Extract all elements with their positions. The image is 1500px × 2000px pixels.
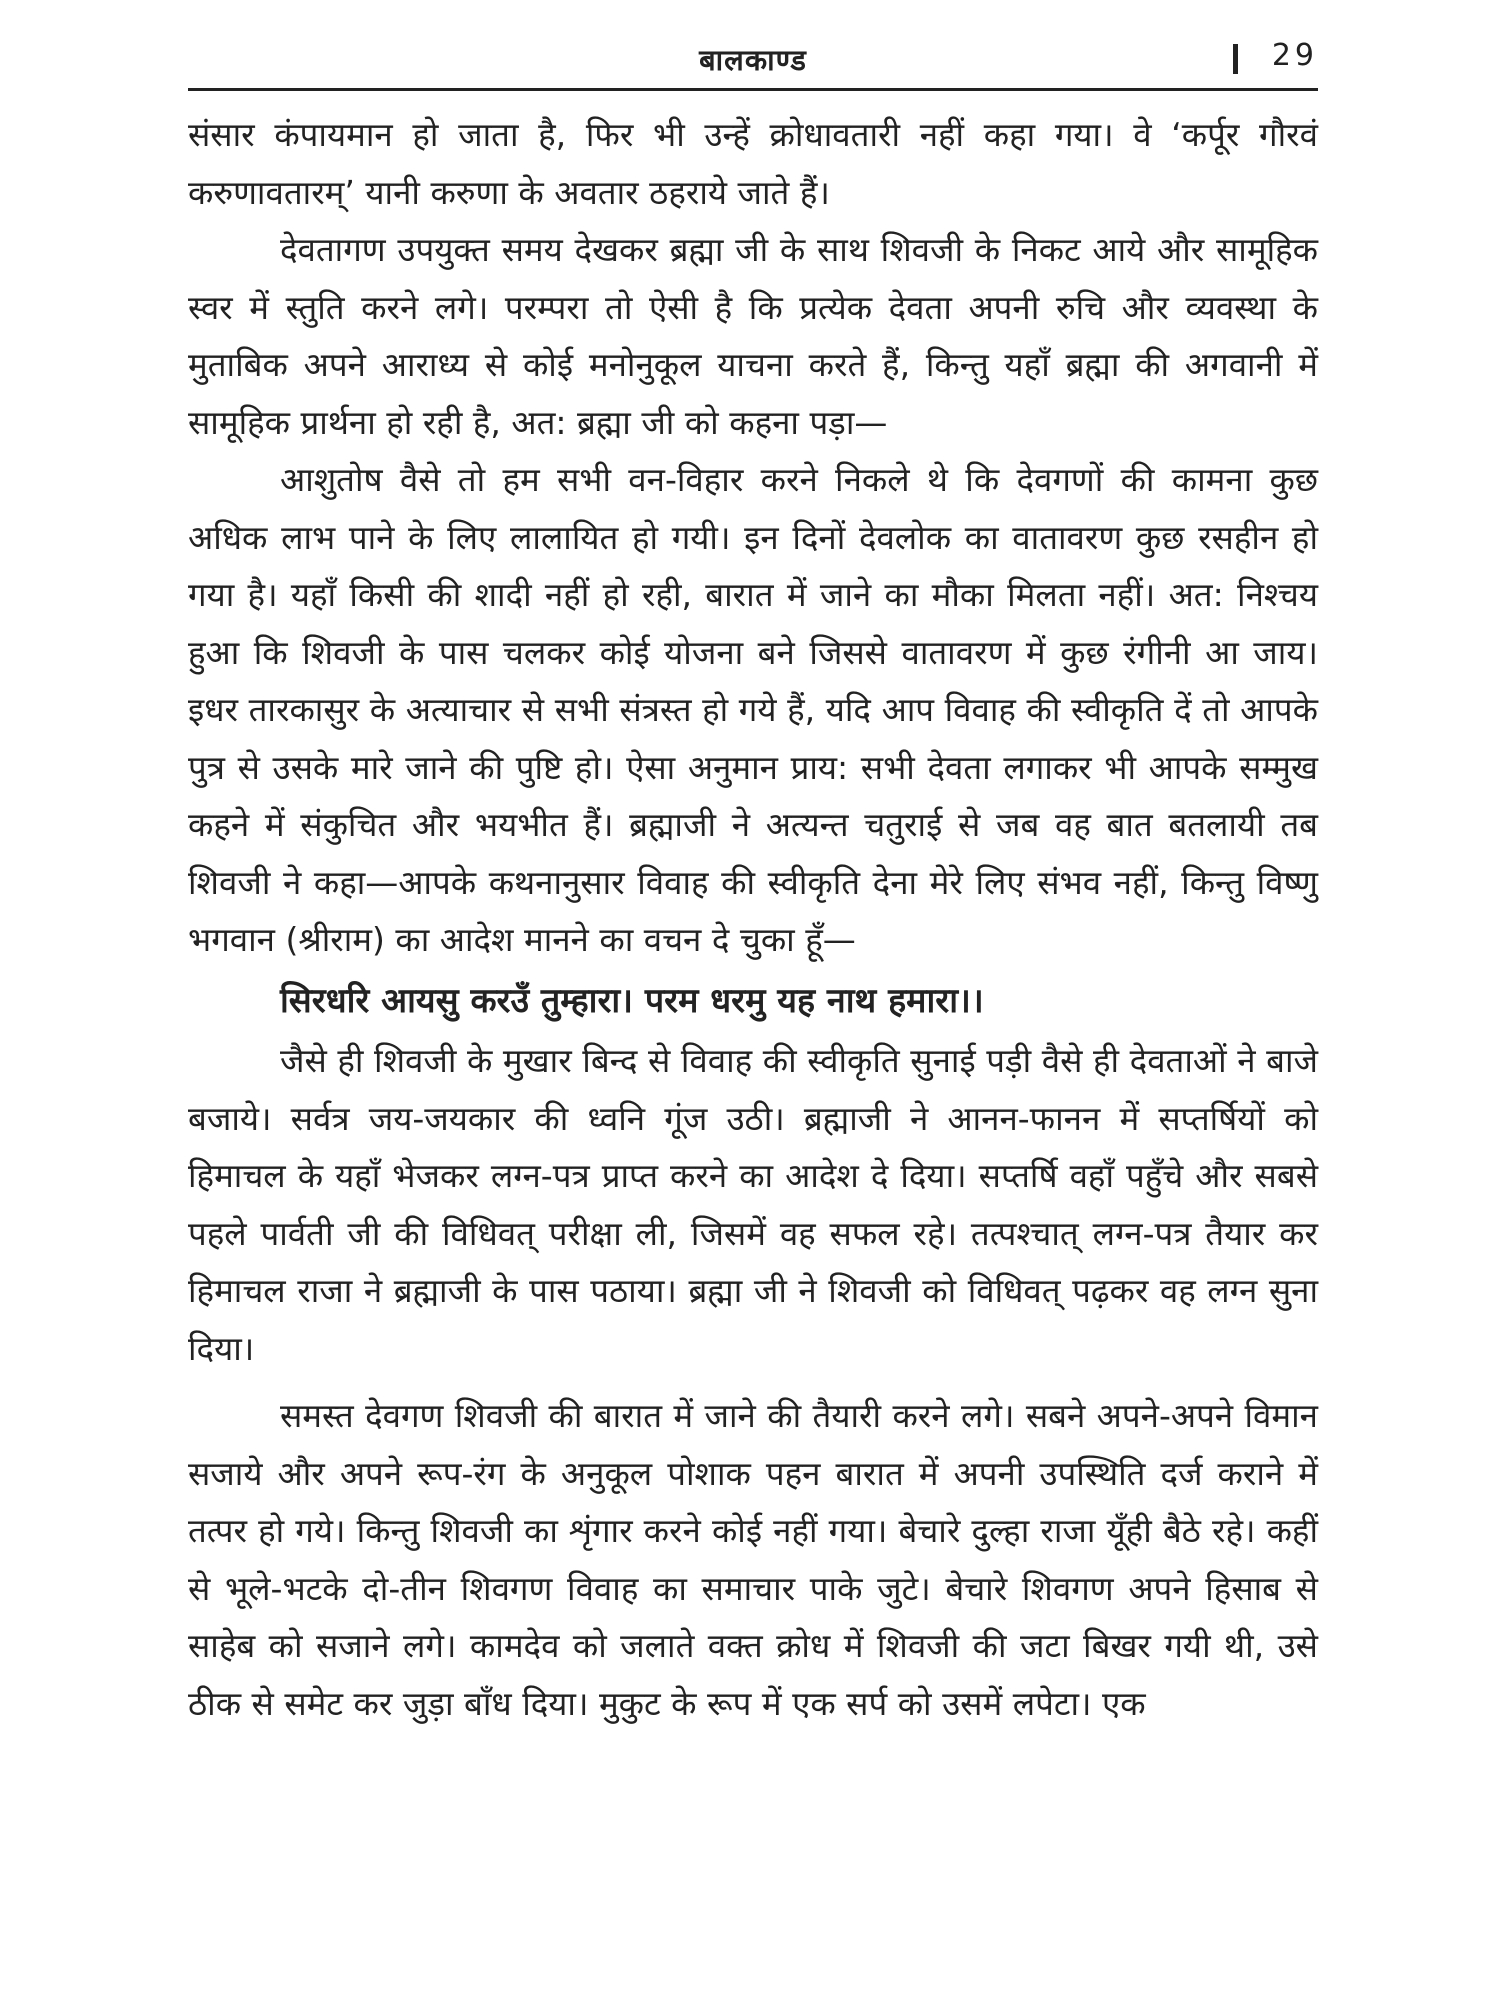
header-rule	[188, 88, 1318, 91]
paragraph: समस्त देवगण शिवजी की बारात में जाने की तैयारी करने लगे। सबने अपने-अपने विमान सजाये और अपने रूप-रंग के अनुकूल पोशाक पहन बारात में अपनी उपस्थिति दर्ज कराने में तत्पर हो गये। किन्तु शिवजी का शृंगार करने कोई नहीं गया। बेचारे दुल्हा राजा यूँही बैठे रहे। कहीं से भूले-भटके दो-तीन शिवगण विवाह का समाचार पाके जुटे। बेचारे शिवगण अपने हिसाब से साहेब को सजाने लगे। कामदेव को जलाते वक्त क्रोध में शिवजी की जटा बिखर गयी थी, उसे ठीक से समेट कर जुड़ा बाँध दिया। मुकुट के रूप में एक सर्प को उसमें लपेटा। एक	[188, 1396, 1318, 1723]
paragraph: आशुतोष वैसे तो हम सभी वन-विहार करने निकले थे कि देवगणों की कामना कुछ अधिक लाभ पाने के लिए लालायित हो गयी। इन दिनों देवलोक का वातावरण कुछ रसहीन हो गया है। यहाँ किसी की शादी नहीं हो रही, बारात में जाने का मौका मिलता नहीं। अत: निश्चय हुआ कि शिवजी के पास चलकर कोई योजना बने जिससे वातावरण में कुछ रंगीनी आ जाय। इधर तारकासुर के अत्याचार से सभी संत्रस्त हो गये हैं, यदि आप विवाह की स्वीकृति दें तो आपके पुत्र से उसके मारे जाने की पुष्टि हो। ऐसा अनुमान प्राय: सभी देवता लगाकर भी आपके सम्मुख कहने में संकुचित और भयभीत हैं। ब्रह्माजी ने अत्यन्त चतुराई से जब वह बात बतलायी तब शिवजी ने कहा—आपके कथनानुसार विवाह की स्वीकृति देना मेरे लिए संभव नहीं, किन्तु विष्णु भगवान (श्रीराम) का आदेश मानने का वचन दे चुका हूँ—	[188, 460, 1318, 959]
page-body	[188, 106, 1318, 1732]
paragraph-continuation: संसार कंपायमान हो जाता है, फिर भी उन्हें क्रोधावतारी नहीं कहा गया। वे ‘कर्पूर गौरवं करुणावतारम्’ यानी करुणा के अवतार ठहराये जाते हैं।	[188, 115, 1318, 212]
running-header	[188, 36, 1318, 92]
chapter-title: बालकाण्ड	[699, 43, 807, 77]
paragraph: देवतागण उपयुक्त समय देखकर ब्रह्मा जी के साथ शिवजी के निकट आये और सामूहिक स्वर में स्तुति करने लगे। परम्परा तो ऐसी है कि प्रत्येक देवता अपनी रुचि और व्यवस्था के मुताबिक अपने आराध्य से कोई मनोनुकूल याचना करते हैं, किन्तु यहाँ ब्रह्मा की अगवानी में सामूहिक प्रार्थना हो रही है, अत: ब्रह्मा जी को कहना पड़ा—	[188, 230, 1318, 442]
page-number: 29	[1271, 38, 1318, 73]
header-separator	[1233, 44, 1238, 74]
verse-quote: सिरधरि आयसु करउँ तुम्हारा। परम धरमु यह नाथ हमारा।।	[280, 980, 984, 1021]
paragraph: जैसे ही शिवजी के मुखार बिन्द से विवाह की स्वीकृति सुनाई पड़ी वैसे ही देवताओं ने बाजे बजाये। सर्वत्र जय-जयकार की ध्वनि गूंज उठी। ब्रह्माजी ने आनन-फानन में सप्तर्षियों को हिमाचल के यहाँ भेजकर लग्न-पत्र प्राप्त करने का आदेश दे दिया। सप्तर्षि वहाँ पहुँचे और सबसे पहले पार्वती जी की विधिवत् परीक्षा ली, जिसमें वह सफल रहे। तत्पश्चात् लग्न-पत्र तैयार कर हिमाचल राजा ने ब्रह्माजी के पास पठाया। ब्रह्मा जी ने शिवजी को विधिवत् पढ़कर वह लग्न सुना दिया।	[188, 1041, 1318, 1368]
